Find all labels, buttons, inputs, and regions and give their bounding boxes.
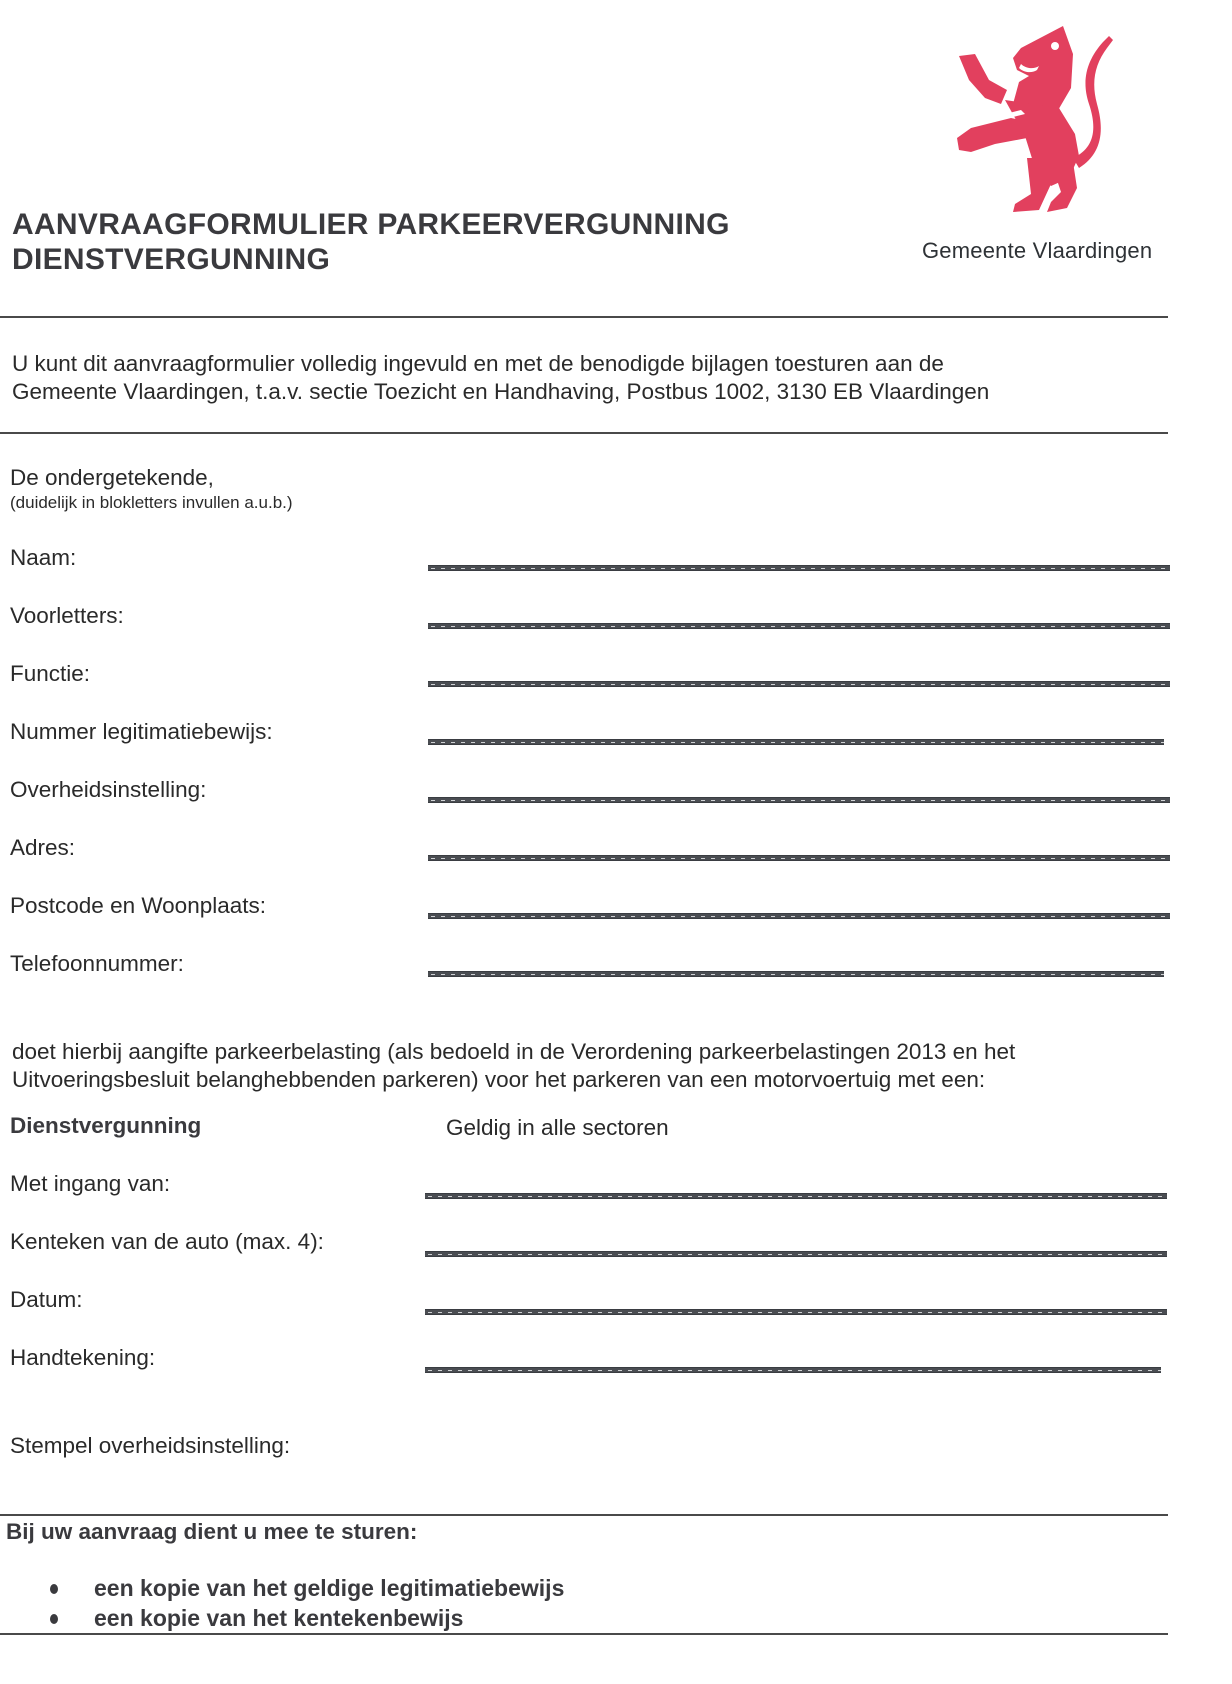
field-label-naam: Naam:	[10, 545, 77, 570]
brand-name: Gemeente Vlaardingen	[922, 238, 1153, 263]
legitimatie-input-line[interactable]	[428, 739, 1164, 745]
bullet-icon	[50, 1584, 58, 1594]
field-label-datum: Datum:	[10, 1287, 83, 1312]
naam-input-line[interactable]	[428, 565, 1170, 571]
intro-divider	[0, 432, 1168, 434]
stamp-label: Stempel overheidsinstelling:	[10, 1433, 291, 1458]
attachment-item: een kopie van het geldige legitimatiebewijs	[40, 1573, 564, 1603]
handtekening-input-line[interactable]	[425, 1367, 1161, 1373]
telefoon-input-line[interactable]	[428, 971, 1164, 977]
field-label-handtekening: Handtekening:	[10, 1345, 156, 1370]
field-label-ingang: Met ingang van:	[10, 1171, 171, 1196]
overheidsinstelling-input-line[interactable]	[428, 797, 1170, 803]
header-divider	[0, 316, 1168, 318]
intro-text	[12, 350, 1212, 406]
field-label-overheidsinstelling: Overheidsinstelling:	[10, 777, 207, 802]
intro-line-2: Gemeente Vlaardingen, t.a.v. sectie Toezicht en Handhaving, Postbus 1002, 3130 EB Vlaardingen	[12, 379, 990, 404]
form-title: AANVRAAGFORMULIER PARKEERVERGUNNING	[12, 208, 730, 241]
form-subtitle: DIENSTVERGUNNING	[12, 243, 331, 276]
attachments-heading: Bij uw aanvraag dient u mee te sturen:	[6, 1519, 418, 1544]
permit-validity: Geldig in alle sectoren	[446, 1115, 669, 1140]
field-label-postcode: Postcode en Woonplaats:	[10, 893, 267, 918]
intro-line-1: U kunt dit aanvraagformulier volledig ingevuld en met de benodigde bijlagen toesturen aan de	[12, 351, 944, 376]
bullet-icon	[50, 1614, 58, 1624]
applicant-heading: De ondergetekende,	[10, 465, 214, 490]
field-label-kenteken: Kenteken van de auto (max. 4):	[10, 1229, 324, 1254]
field-label-voorletters: Voorletters:	[10, 603, 124, 628]
field-label-legitimatie: Nummer legitimatiebewijs:	[10, 719, 273, 744]
permit-type: Dienstvergunning	[10, 1113, 202, 1138]
attachments-divider	[0, 1514, 1168, 1516]
declaration-text	[12, 1038, 1212, 1094]
declaration-line-1: doet hierbij aangifte parkeerbelasting (als bedoeld in de Verordening parkeerbelastingen 2013 en het	[12, 1039, 1016, 1064]
footer-divider	[0, 1633, 1168, 1635]
field-label-functie: Functie:	[10, 661, 91, 686]
functie-input-line[interactable]	[428, 681, 1170, 687]
attachment-item: een kopie van het kentekenbewijs	[40, 1603, 564, 1633]
field-label-telefoon: Telefoonnummer:	[10, 951, 184, 976]
lion-rampant-icon	[955, 18, 1117, 218]
applicant-subheading: (duidelijk in blokletters invullen a.u.b.)	[10, 493, 293, 512]
postcode-input-line[interactable]	[428, 913, 1170, 919]
ingang-input-line[interactable]	[425, 1193, 1167, 1199]
datum-input-line[interactable]	[425, 1309, 1167, 1315]
field-label-adres: Adres:	[10, 835, 76, 860]
attachments-list	[40, 1573, 564, 1633]
kenteken-input-line[interactable]	[425, 1251, 1167, 1257]
declaration-line-2: Uitvoeringsbesluit belanghebbenden parkeren) voor het parkeren van een motorvoertuig met een:	[12, 1067, 986, 1092]
adres-input-line[interactable]	[428, 855, 1170, 861]
voorletters-input-line[interactable]	[428, 623, 1170, 629]
